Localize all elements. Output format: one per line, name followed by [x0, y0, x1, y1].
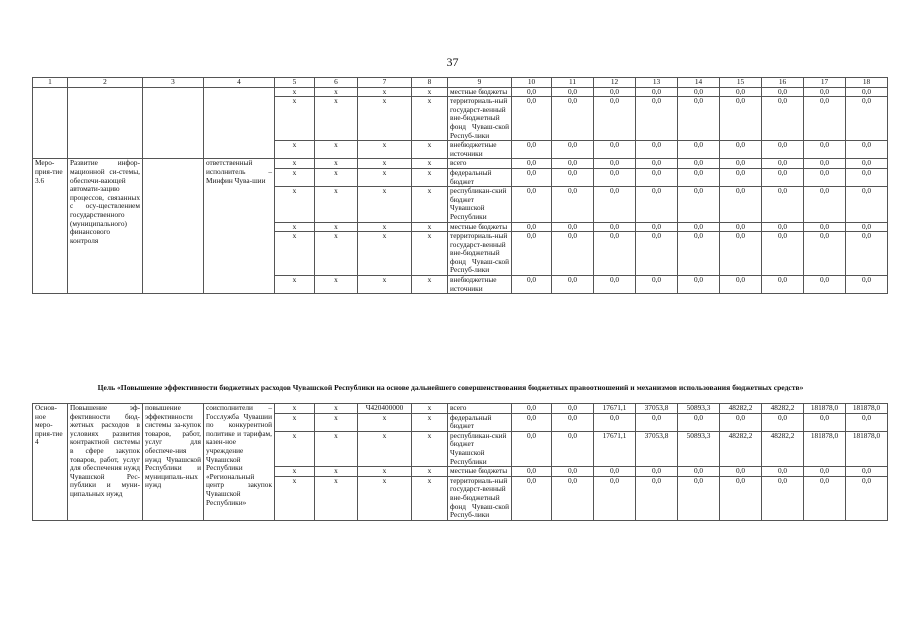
- value-cell: 0,0: [636, 187, 678, 222]
- cell-c5: x: [275, 404, 315, 414]
- value-cell: 0,0: [512, 187, 552, 222]
- value-cell: 0,0: [720, 276, 762, 294]
- cell-c8: x: [412, 467, 448, 477]
- value-cell: 0,0: [552, 476, 594, 520]
- value-cell: 0,0: [594, 168, 636, 186]
- cell-c8: x: [412, 431, 448, 466]
- value-cell: 0,0: [594, 87, 636, 97]
- cell-c5: x: [275, 97, 315, 141]
- value-cell: 0,0: [678, 276, 720, 294]
- value-cell: 0,0: [594, 141, 636, 159]
- value-cell: 181878,0: [804, 431, 846, 466]
- cell-c7: x: [358, 431, 412, 466]
- cell-c7: x: [358, 222, 412, 232]
- column-header: 5: [275, 78, 315, 88]
- value-cell: 17671,1: [594, 404, 636, 414]
- value-cell: 0,0: [512, 413, 552, 431]
- value-cell: 50893,3: [678, 404, 720, 414]
- value-cell: 0,0: [552, 467, 594, 477]
- cell-c8: x: [412, 97, 448, 141]
- value-cell: 0,0: [512, 232, 552, 276]
- value-cell: 0,0: [846, 276, 888, 294]
- value-cell: 0,0: [846, 97, 888, 141]
- value-cell: 0,0: [512, 159, 552, 169]
- value-cell: 0,0: [762, 87, 804, 97]
- cell-c8: x: [412, 187, 448, 222]
- value-cell: 0,0: [678, 97, 720, 141]
- executor-cell: соисполнители – Госслужба Чувашии по конкурентной политике и тарифам, казен-ное учреждение Чувашской Республики «Региональный центр закупок Чувашской Республики»: [204, 404, 275, 521]
- cell-c8: x: [412, 159, 448, 169]
- cell-c7: x: [358, 87, 412, 97]
- value-cell: 0,0: [552, 276, 594, 294]
- value-cell: 0,0: [762, 467, 804, 477]
- measure-name-cell: Развитие инфор-мационной си-стемы, обеспечи-вающей автомати-зацию процессов, связанных с осу-ществлением государственного (муниципального) финансового контроля: [68, 159, 143, 294]
- cell-c7: x: [358, 141, 412, 159]
- value-cell: 0,0: [636, 168, 678, 186]
- cell-c5: x: [275, 159, 315, 169]
- funding-source-cell: территориаль-ный государст-венный вне-бюджетный фонд Чуваш-ской Респуб-лики: [448, 97, 512, 141]
- value-cell: 0,0: [804, 159, 846, 169]
- cell-c6: x: [315, 232, 358, 276]
- value-cell: 50893,3: [678, 431, 720, 466]
- value-cell: 0,0: [846, 413, 888, 431]
- value-cell: 0,0: [678, 159, 720, 169]
- value-cell: 0,0: [594, 232, 636, 276]
- budget-table-bottom: [32, 403, 888, 521]
- value-cell: 0,0: [636, 476, 678, 520]
- funding-source-cell: всего: [448, 159, 512, 169]
- cell-c8: x: [412, 168, 448, 186]
- value-cell: 0,0: [552, 413, 594, 431]
- value-cell: 0,0: [804, 87, 846, 97]
- cell-c7: x: [358, 168, 412, 186]
- value-cell: 0,0: [846, 232, 888, 276]
- column-header: 18: [846, 78, 888, 88]
- value-cell: 0,0: [594, 276, 636, 294]
- cell-c7: x: [358, 159, 412, 169]
- cell-c6: x: [315, 187, 358, 222]
- cell-c7: x: [358, 232, 412, 276]
- value-cell: 0,0: [512, 467, 552, 477]
- continued-goal-cell: [143, 87, 204, 159]
- cell-c8: x: [412, 87, 448, 97]
- column-header: 14: [678, 78, 720, 88]
- value-cell: 0,0: [762, 413, 804, 431]
- column-header: 3: [143, 78, 204, 88]
- value-cell: 0,0: [720, 168, 762, 186]
- value-cell: 0,0: [804, 222, 846, 232]
- value-cell: 0,0: [720, 232, 762, 276]
- cell-c5: x: [275, 187, 315, 222]
- cell-c6: x: [315, 467, 358, 477]
- value-cell: 0,0: [804, 187, 846, 222]
- value-cell: 0,0: [552, 187, 594, 222]
- table-row: [33, 159, 888, 169]
- value-cell: 181878,0: [804, 404, 846, 414]
- value-cell: 0,0: [720, 222, 762, 232]
- value-cell: 0,0: [678, 413, 720, 431]
- column-header: 8: [412, 78, 448, 88]
- value-cell: 0,0: [720, 413, 762, 431]
- value-cell: 0,0: [846, 467, 888, 477]
- table-row: [33, 404, 888, 414]
- value-cell: 0,0: [636, 232, 678, 276]
- value-cell: 0,0: [762, 187, 804, 222]
- value-cell: 37053,8: [636, 404, 678, 414]
- value-cell: 0,0: [720, 159, 762, 169]
- value-cell: 0,0: [678, 232, 720, 276]
- value-cell: 0,0: [846, 87, 888, 97]
- value-cell: 0,0: [552, 232, 594, 276]
- funding-source-cell: республикан-ский бюджет Чувашской Республики: [448, 431, 512, 466]
- value-cell: 0,0: [720, 141, 762, 159]
- cell-c6: x: [315, 97, 358, 141]
- value-cell: 0,0: [678, 467, 720, 477]
- funding-source-cell: федеральный бюджет: [448, 168, 512, 186]
- column-header: 2: [68, 78, 143, 88]
- value-cell: 0,0: [552, 222, 594, 232]
- funding-source-cell: всего: [448, 404, 512, 414]
- funding-source-cell: внебюджетные источники: [448, 141, 512, 159]
- funding-source-cell: федеральный бюджет: [448, 413, 512, 431]
- value-cell: 0,0: [804, 476, 846, 520]
- cell-c7: x: [358, 187, 412, 222]
- value-cell: 0,0: [804, 232, 846, 276]
- value-cell: 0,0: [720, 476, 762, 520]
- funding-source-cell: местные бюджеты: [448, 467, 512, 477]
- column-header: 1: [33, 78, 68, 88]
- value-cell: 0,0: [762, 97, 804, 141]
- value-cell: 0,0: [636, 97, 678, 141]
- cell-c5: x: [275, 413, 315, 431]
- value-cell: 0,0: [594, 413, 636, 431]
- cell-c5: x: [275, 476, 315, 520]
- executor-cell: ответственный исполнитель – Минфин Чува-шии: [204, 159, 275, 294]
- value-cell: 0,0: [762, 276, 804, 294]
- value-cell: 0,0: [762, 476, 804, 520]
- funding-source-cell: территориаль-ный государст-венный вне-бюджетный фонд Чуваш-ской Респуб-лики: [448, 232, 512, 276]
- value-cell: 0,0: [762, 159, 804, 169]
- cell-c5: x: [275, 276, 315, 294]
- measure-name-cell: Повышение эф-фективности бюд-жетных расходов в условиях развития контрактной системы в сфере закупок товаров, работ, услуг для обеспечения нужд Чувашской Рес-публики и муни-ципальных нужд: [68, 404, 143, 521]
- value-cell: 0,0: [594, 187, 636, 222]
- value-cell: 48282,2: [762, 431, 804, 466]
- value-cell: 0,0: [762, 232, 804, 276]
- column-header: 6: [315, 78, 358, 88]
- status-cell: Меро-прия-тие 3.6: [33, 159, 68, 294]
- value-cell: 0,0: [512, 222, 552, 232]
- value-cell: 0,0: [720, 187, 762, 222]
- value-cell: 37053,8: [636, 431, 678, 466]
- value-cell: 0,0: [594, 97, 636, 141]
- cell-c5: x: [275, 141, 315, 159]
- value-cell: 0,0: [678, 187, 720, 222]
- value-cell: 48282,2: [762, 404, 804, 414]
- header-row: [33, 78, 888, 88]
- cell-c8: x: [412, 404, 448, 414]
- column-header: 7: [358, 78, 412, 88]
- value-cell: 0,0: [678, 476, 720, 520]
- value-cell: 0,0: [720, 97, 762, 141]
- value-cell: 0,0: [636, 141, 678, 159]
- value-cell: 0,0: [804, 168, 846, 186]
- value-cell: 0,0: [804, 413, 846, 431]
- cell-c8: x: [412, 232, 448, 276]
- value-cell: 17671,1: [594, 431, 636, 466]
- value-cell: 0,0: [678, 168, 720, 186]
- column-header: 11: [552, 78, 594, 88]
- continued-name-cell: [68, 87, 143, 159]
- value-cell: 0,0: [846, 187, 888, 222]
- value-cell: 0,0: [636, 413, 678, 431]
- value-cell: 0,0: [512, 168, 552, 186]
- goal-cell: [143, 159, 204, 294]
- value-cell: 0,0: [552, 168, 594, 186]
- cell-c7: x: [358, 467, 412, 477]
- cell-c6: x: [315, 413, 358, 431]
- cell-c6: x: [315, 159, 358, 169]
- cell-c6: x: [315, 222, 358, 232]
- value-cell: 0,0: [804, 97, 846, 141]
- value-cell: 0,0: [636, 222, 678, 232]
- value-cell: 48282,2: [720, 431, 762, 466]
- value-cell: 0,0: [678, 87, 720, 97]
- value-cell: 0,0: [512, 276, 552, 294]
- cell-c6: x: [315, 404, 358, 414]
- value-cell: 0,0: [846, 168, 888, 186]
- cell-c8: x: [412, 141, 448, 159]
- cell-c5: x: [275, 222, 315, 232]
- value-cell: 0,0: [720, 87, 762, 97]
- cell-c8: x: [412, 476, 448, 520]
- cell-c5: x: [275, 87, 315, 97]
- value-cell: 181878,0: [846, 431, 888, 466]
- funding-source-cell: республикан-ский бюджет Чувашской Республики: [448, 187, 512, 222]
- cell-c6: x: [315, 87, 358, 97]
- value-cell: 0,0: [512, 476, 552, 520]
- cell-c6: x: [315, 168, 358, 186]
- value-cell: 0,0: [804, 276, 846, 294]
- cell-c7: Ч420400000: [358, 404, 412, 414]
- cell-c8: x: [412, 276, 448, 294]
- goal-cell: повышение эффективности системы за-купок товаров, работ, услуг для обеспече-ния нужд Чувашской Республики и муниципаль-ных нужд: [143, 404, 204, 521]
- value-cell: 0,0: [636, 276, 678, 294]
- funding-source-cell: местные бюджеты: [448, 222, 512, 232]
- value-cell: 0,0: [636, 87, 678, 97]
- value-cell: 0,0: [512, 87, 552, 97]
- column-header: 9: [448, 78, 512, 88]
- cell-c7: x: [358, 97, 412, 141]
- value-cell: 48282,2: [720, 404, 762, 414]
- value-cell: 181878,0: [846, 404, 888, 414]
- column-header: 12: [594, 78, 636, 88]
- column-header: 10: [512, 78, 552, 88]
- value-cell: 0,0: [552, 87, 594, 97]
- status-cell: Основ-ное меро-прия-тие 4: [33, 404, 68, 521]
- value-cell: 0,0: [552, 141, 594, 159]
- column-header: 15: [720, 78, 762, 88]
- value-cell: 0,0: [552, 431, 594, 466]
- value-cell: 0,0: [594, 222, 636, 232]
- continued-status-cell: [33, 87, 68, 159]
- funding-source-cell: территориаль-ный государст-венный вне-бюджетный фонд Чуваш-ской Респуб-лики: [448, 476, 512, 520]
- value-cell: 0,0: [762, 168, 804, 186]
- cell-c5: x: [275, 431, 315, 466]
- value-cell: 0,0: [512, 141, 552, 159]
- continued-executor-cell: [204, 87, 275, 159]
- value-cell: 0,0: [594, 467, 636, 477]
- column-header: 13: [636, 78, 678, 88]
- funding-source-cell: внебюджетные источники: [448, 276, 512, 294]
- value-cell: 0,0: [762, 141, 804, 159]
- value-cell: 0,0: [552, 404, 594, 414]
- value-cell: 0,0: [512, 404, 552, 414]
- cell-c6: x: [315, 476, 358, 520]
- cell-c6: x: [315, 276, 358, 294]
- value-cell: 0,0: [804, 141, 846, 159]
- value-cell: 0,0: [846, 222, 888, 232]
- column-header: 17: [804, 78, 846, 88]
- value-cell: 0,0: [804, 467, 846, 477]
- value-cell: 0,0: [594, 159, 636, 169]
- cell-c7: x: [358, 476, 412, 520]
- value-cell: 0,0: [678, 141, 720, 159]
- value-cell: 0,0: [512, 431, 552, 466]
- value-cell: 0,0: [636, 159, 678, 169]
- cell-c8: x: [412, 222, 448, 232]
- value-cell: 0,0: [636, 467, 678, 477]
- cell-c6: x: [315, 431, 358, 466]
- column-header: 4: [204, 78, 275, 88]
- value-cell: 0,0: [720, 467, 762, 477]
- value-cell: 0,0: [552, 159, 594, 169]
- table-row: [33, 87, 888, 97]
- cell-c7: x: [358, 276, 412, 294]
- cell-c5: x: [275, 467, 315, 477]
- cell-c5: x: [275, 232, 315, 276]
- value-cell: 0,0: [762, 222, 804, 232]
- value-cell: 0,0: [678, 222, 720, 232]
- value-cell: 0,0: [512, 97, 552, 141]
- column-header: 16: [762, 78, 804, 88]
- funding-source-cell: местные бюджеты: [448, 87, 512, 97]
- value-cell: 0,0: [846, 141, 888, 159]
- cell-c5: x: [275, 168, 315, 186]
- page-number: 37: [446, 55, 459, 69]
- value-cell: 0,0: [594, 476, 636, 520]
- value-cell: 0,0: [846, 476, 888, 520]
- cell-c7: x: [358, 413, 412, 431]
- value-cell: 0,0: [552, 97, 594, 141]
- cell-c6: x: [315, 141, 358, 159]
- budget-table-top: [32, 77, 888, 294]
- goal-heading: Цель «Повышение эффективности бюджетных расходов Чувашской Республики на основе дальнейшего совершенствования бюджетных правоотношений и механизмов использования бюджетных средств»: [97, 383, 804, 392]
- cell-c8: x: [412, 413, 448, 431]
- value-cell: 0,0: [846, 159, 888, 169]
